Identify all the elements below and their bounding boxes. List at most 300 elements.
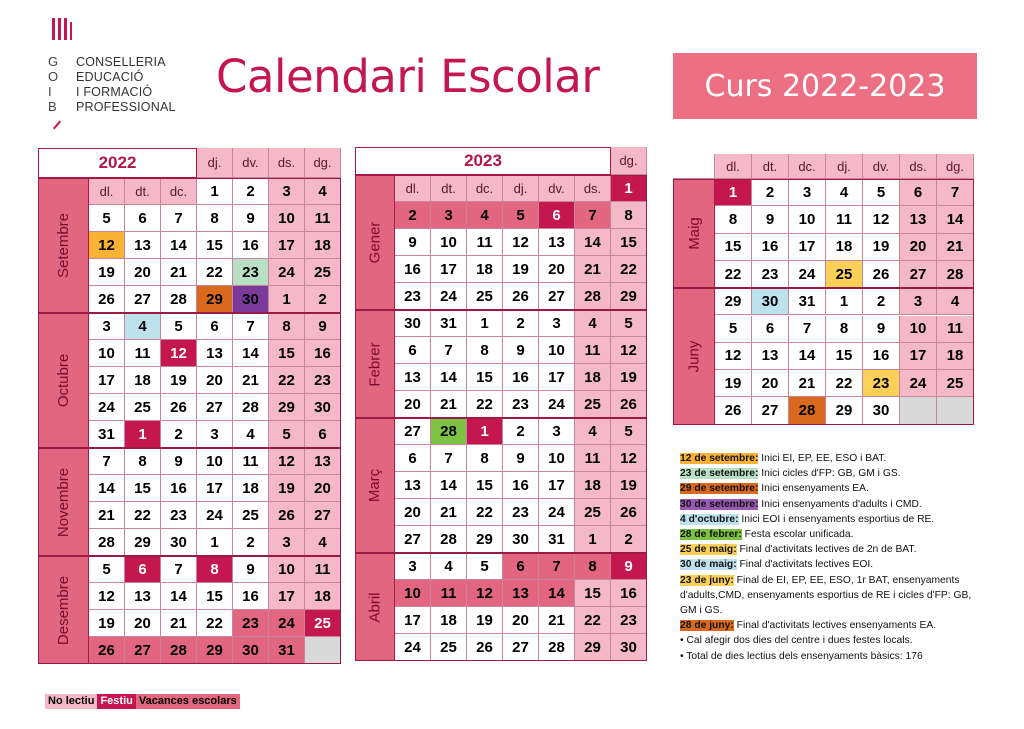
calendar-day: 28 <box>431 526 467 553</box>
calendar-day: 4 <box>125 313 161 340</box>
calendar-day: 16 <box>233 232 269 259</box>
calendar-day: 18 <box>826 234 863 261</box>
calendar-day: 20 <box>125 259 161 286</box>
note-date: 28 de febrer: <box>680 529 742 541</box>
calendar-day: 12 <box>467 580 503 607</box>
month-label <box>38 313 89 448</box>
calendar-day: 25 <box>937 370 974 397</box>
calendar-day: 7 <box>575 202 611 229</box>
calendar-day: 5 <box>863 179 900 206</box>
calendar-day: 17 <box>789 234 826 261</box>
calendar-day: 6 <box>503 553 539 580</box>
month-label <box>38 178 89 313</box>
calendar-day: 2 <box>503 310 539 337</box>
calendar-day: 15 <box>467 364 503 391</box>
calendar-day: 20 <box>752 370 789 397</box>
calendar-day: 11 <box>937 316 974 343</box>
weekday-header: ds. <box>900 154 937 179</box>
calendar-day: 25 <box>305 259 341 286</box>
calendar-day: 16 <box>611 580 647 607</box>
calendar-day: 27 <box>395 418 431 445</box>
note-item <box>680 466 980 481</box>
calendar-day: 6 <box>752 316 789 343</box>
note-bullet: • Total de dies lectius dels ensenyaments bàsics: 176 <box>680 650 923 662</box>
calendar-day: 18 <box>575 472 611 499</box>
note-date: 25 de maig: <box>680 544 737 556</box>
calendar-day: 20 <box>900 234 937 261</box>
calendar-day: 25 <box>467 283 503 310</box>
calendar-day: 17 <box>269 232 305 259</box>
calendar-day: 13 <box>197 340 233 367</box>
calendar-day: 25 <box>575 391 611 418</box>
logo-letter: B <box>48 99 57 114</box>
calendar-day: 11 <box>575 445 611 472</box>
calendar-day: 21 <box>161 259 197 286</box>
calendar-day: 18 <box>125 367 161 394</box>
calendar-day: 11 <box>431 580 467 607</box>
calendar-day: 7 <box>539 553 575 580</box>
calendar-day: 2 <box>752 179 789 206</box>
calendar-day: 14 <box>539 580 575 607</box>
calendar-day: 11 <box>575 337 611 364</box>
calendar-day: 13 <box>395 364 431 391</box>
note-item <box>680 481 980 496</box>
calendar-day: 1 <box>826 288 863 315</box>
weekday-header: dl. <box>715 154 752 179</box>
calendar-day: 22 <box>269 367 305 394</box>
calendar-day: 5 <box>269 421 305 448</box>
calendar-day: 28 <box>431 418 467 445</box>
calendar-day: 5 <box>611 310 647 337</box>
calendar-day: 15 <box>611 229 647 256</box>
calendar-day: 23 <box>752 261 789 288</box>
note-text: Inici EI, EP, EE, ESO i BAT. <box>758 453 887 464</box>
weekday-header: dt. <box>125 178 161 205</box>
calendar-day: 4 <box>233 421 269 448</box>
calendar-day: 28 <box>937 261 974 288</box>
goib-logo <box>48 18 208 133</box>
calendar-day: 15 <box>125 475 161 502</box>
calendar-day: 1 <box>197 178 233 205</box>
calendar-day: 20 <box>125 610 161 637</box>
logo-slash <box>53 121 61 130</box>
calendar-day: 11 <box>305 205 341 232</box>
calendar-day: 8 <box>125 448 161 475</box>
calendar-day: 20 <box>503 607 539 634</box>
note-item <box>680 573 980 619</box>
calendar-day: 24 <box>431 283 467 310</box>
calendar-day: 11 <box>233 448 269 475</box>
calendar-day: 2 <box>611 526 647 553</box>
calendar-day: 24 <box>539 499 575 526</box>
calendar-day: 1 <box>467 310 503 337</box>
note-item <box>680 512 980 527</box>
calendar-day: 15 <box>826 343 863 370</box>
calendar-day: 30 <box>395 310 431 337</box>
calendar-day: 8 <box>467 445 503 472</box>
calendar-day: 1 <box>575 526 611 553</box>
calendar-day: 21 <box>161 610 197 637</box>
calendar-day: 10 <box>789 206 826 233</box>
calendar-day: 13 <box>125 583 161 610</box>
calendar-day: 19 <box>269 475 305 502</box>
calendar-day: 16 <box>161 475 197 502</box>
calendar-day: 28 <box>575 283 611 310</box>
calendar-day: 4 <box>467 202 503 229</box>
calendar-day: 12 <box>611 337 647 364</box>
calendar-day: 22 <box>125 502 161 529</box>
logo-letter: O <box>48 69 59 84</box>
calendar-day: 15 <box>575 580 611 607</box>
calendar-day: 13 <box>395 472 431 499</box>
note-text: Inici ensenyaments d'adults i CMD. <box>758 498 922 510</box>
month-name: Gener <box>366 221 384 264</box>
logo-mark-bar <box>52 18 55 40</box>
calendar-day: 15 <box>269 340 305 367</box>
calendar-day: 6 <box>539 202 575 229</box>
calendar-day: 1 <box>611 175 647 202</box>
calendar-day: 13 <box>503 580 539 607</box>
note-date: 30 de setembre: <box>680 498 759 510</box>
calendar-day: 2 <box>305 286 341 313</box>
month-label <box>355 175 395 310</box>
note-date: 28 de juny: <box>680 620 734 632</box>
calendar-day: 22 <box>715 261 752 288</box>
calendar-day: 28 <box>233 394 269 421</box>
weekday-header: dg. <box>937 154 974 179</box>
calendar-day: 5 <box>161 313 197 340</box>
legend-item: Festiu <box>97 694 135 709</box>
year-header: 2022 <box>38 148 197 178</box>
calendar-day: 12 <box>503 229 539 256</box>
calendar-day: 30 <box>161 529 197 556</box>
calendar-day: 23 <box>233 610 269 637</box>
note-text: Final de EI, EP, EE, ESO, 1r BAT, ensenyaments d'adults,CMD, ensenyaments esportius de RE i cicles d'FP: GB, GM i GS. <box>680 574 972 617</box>
calendar-day: 14 <box>161 232 197 259</box>
calendar-day: 13 <box>752 343 789 370</box>
calendar-day: 24 <box>89 394 125 421</box>
calendar-day: 19 <box>611 472 647 499</box>
calendar-day: 23 <box>161 502 197 529</box>
logo-line: CONSELLERIA <box>76 55 166 69</box>
calendar-day: 26 <box>269 502 305 529</box>
calendar-day: 25 <box>125 394 161 421</box>
logo-line: PROFESSIONAL <box>76 100 176 114</box>
calendar-day: 10 <box>431 229 467 256</box>
weekday-header: dl. <box>395 175 431 202</box>
calendar-day: 7 <box>789 316 826 343</box>
calendar-day: 29 <box>197 637 233 664</box>
calendar-day: 31 <box>539 526 575 553</box>
calendar-day: 21 <box>89 502 125 529</box>
calendar-day: 21 <box>233 367 269 394</box>
calendar-day: 27 <box>395 526 431 553</box>
calendar-day: 8 <box>269 313 305 340</box>
calendar-day: 21 <box>431 391 467 418</box>
calendar-day: 6 <box>125 205 161 232</box>
calendar-day: 23 <box>305 367 341 394</box>
calendar-day: 10 <box>269 205 305 232</box>
note-text: Final d'activitats lectives EOI. <box>736 559 874 571</box>
calendar-day: 2 <box>161 421 197 448</box>
logo-letter: I <box>48 84 52 99</box>
month-name: Maig <box>685 217 703 250</box>
calendar-day: 18 <box>467 256 503 283</box>
calendar-day: 21 <box>575 256 611 283</box>
calendar-day: 11 <box>305 556 341 583</box>
calendar-day: 4 <box>305 178 341 205</box>
calendar-day: 22 <box>467 391 503 418</box>
calendar-day: 7 <box>89 448 125 475</box>
calendar-day: 14 <box>233 340 269 367</box>
calendar-day: 17 <box>269 583 305 610</box>
calendar-day: 12 <box>161 340 197 367</box>
calendar-day: 16 <box>233 583 269 610</box>
calendar-day: 16 <box>503 364 539 391</box>
calendar-day: 29 <box>611 283 647 310</box>
calendar-day: 20 <box>539 256 575 283</box>
calendar-day: 15 <box>197 232 233 259</box>
calendar-day: 24 <box>269 610 305 637</box>
calendar-day: 8 <box>197 556 233 583</box>
header-corner <box>673 154 715 179</box>
calendar-day: 9 <box>305 313 341 340</box>
calendar-day: 13 <box>305 448 341 475</box>
calendar-day: 15 <box>197 583 233 610</box>
note-date: 12 de setembre: <box>680 453 759 464</box>
calendar-day: 1 <box>197 529 233 556</box>
calendar-day: 12 <box>611 445 647 472</box>
month-name: Febrer <box>366 341 384 387</box>
calendar-day: 3 <box>539 418 575 445</box>
legend <box>45 694 240 709</box>
calendar-day: 31 <box>789 288 826 315</box>
calendar-day: 11 <box>826 206 863 233</box>
calendar-day: 2 <box>503 418 539 445</box>
calendar-day: 22 <box>467 499 503 526</box>
calendar-day: 16 <box>752 234 789 261</box>
calendar-day: 17 <box>197 475 233 502</box>
calendar-day: 9 <box>395 229 431 256</box>
legend-item: No lectiu <box>45 694 97 709</box>
calendar-day: 3 <box>789 179 826 206</box>
calendar-day: 9 <box>611 553 647 580</box>
calendar-day: 5 <box>89 556 125 583</box>
note-text: Inici EOI i ensenyaments esportius de RE. <box>738 513 935 525</box>
calendar-day: 21 <box>431 499 467 526</box>
calendar-day: 18 <box>305 583 341 610</box>
calendar-day: 4 <box>826 179 863 206</box>
calendar-day: 19 <box>161 367 197 394</box>
weekday-header: ds. <box>575 175 611 202</box>
calendar-day: 30 <box>233 286 269 313</box>
calendar-day: 25 <box>305 610 341 637</box>
calendar-day: 24 <box>789 261 826 288</box>
calendar-day: 16 <box>395 256 431 283</box>
calendar-day: 4 <box>575 418 611 445</box>
calendar-day: 29 <box>269 394 305 421</box>
course-badge: Curs 2022-2023 <box>673 53 977 119</box>
calendar-day: 9 <box>863 316 900 343</box>
calendar-day: 9 <box>233 556 269 583</box>
calendar-day: 1 <box>269 286 305 313</box>
calendar-day: 16 <box>503 472 539 499</box>
calendar-day: 12 <box>863 206 900 233</box>
calendar-day: 22 <box>826 370 863 397</box>
calendar-day <box>900 397 937 424</box>
calendar-day: 26 <box>89 286 125 313</box>
calendar-day: 6 <box>125 556 161 583</box>
calendar-day: 26 <box>863 261 900 288</box>
calendar-day: 26 <box>161 394 197 421</box>
weekday-header: ds. <box>269 148 305 178</box>
calendar-day: 9 <box>161 448 197 475</box>
calendar-day: 28 <box>789 397 826 424</box>
calendar-day: 26 <box>467 634 503 661</box>
calendar-day: 5 <box>715 316 752 343</box>
calendar-day: 24 <box>395 634 431 661</box>
calendar-day: 22 <box>575 607 611 634</box>
calendar-day: 24 <box>197 502 233 529</box>
month-label <box>355 418 395 553</box>
month-name: Novembre <box>55 467 73 537</box>
calendar-day: 18 <box>937 343 974 370</box>
calendar-day: 7 <box>431 337 467 364</box>
weekday-header: dj. <box>197 148 233 178</box>
calendar-day: 30 <box>863 397 900 424</box>
calendar-day: 19 <box>715 370 752 397</box>
calendar-day: 16 <box>863 343 900 370</box>
page-title: Calendari Escolar <box>216 50 600 103</box>
calendar-day: 23 <box>395 283 431 310</box>
calendar-day: 3 <box>197 421 233 448</box>
calendar-day: 31 <box>89 421 125 448</box>
month-name: Octubre <box>55 353 73 408</box>
weekday-header: dj. <box>503 175 539 202</box>
calendar-day: 8 <box>197 205 233 232</box>
weekday-header: dc. <box>789 154 826 179</box>
calendar-day: 5 <box>611 418 647 445</box>
logo-mark-bar <box>64 18 67 40</box>
calendar-day: 13 <box>900 206 937 233</box>
notes-list <box>680 451 980 664</box>
calendar-day: 27 <box>752 397 789 424</box>
calendar-day: 7 <box>161 205 197 232</box>
calendar-day: 5 <box>503 202 539 229</box>
month-label <box>673 288 715 425</box>
logo-mark-bar <box>58 18 61 40</box>
calendar-day: 9 <box>503 337 539 364</box>
calendar-day: 23 <box>611 607 647 634</box>
calendar-day: 30 <box>305 394 341 421</box>
calendar-day: 17 <box>431 256 467 283</box>
calendar-day: 7 <box>431 445 467 472</box>
calendar-day: 12 <box>89 583 125 610</box>
weekday-header: dv. <box>539 175 575 202</box>
calendar-day: 19 <box>467 607 503 634</box>
calendar-day: 9 <box>233 205 269 232</box>
calendar-day: 14 <box>937 206 974 233</box>
weekday-header: dt. <box>752 154 789 179</box>
calendar-day: 10 <box>89 340 125 367</box>
calendar-day: 27 <box>539 283 575 310</box>
month-name: Setembre <box>55 212 73 279</box>
calendar-day: 8 <box>611 202 647 229</box>
note-date: 23 de setembre: <box>680 468 759 480</box>
note-date: 23 de juny: <box>680 574 734 586</box>
calendar-day: 2 <box>395 202 431 229</box>
note-text: Festa escolar unificada. <box>741 529 854 541</box>
calendar-day: 22 <box>197 259 233 286</box>
weekday-header: dc. <box>467 175 503 202</box>
calendar-day: 19 <box>89 259 125 286</box>
calendar-day: 20 <box>305 475 341 502</box>
calendar-day: 29 <box>715 288 752 315</box>
month-label <box>355 553 395 661</box>
calendar-day: 3 <box>900 288 937 315</box>
calendar-day: 21 <box>539 607 575 634</box>
calendar-day: 3 <box>269 529 305 556</box>
calendar-day: 21 <box>937 234 974 261</box>
calendar-day: 19 <box>863 234 900 261</box>
calendar-day: 1 <box>715 179 752 206</box>
calendar-day: 14 <box>431 472 467 499</box>
calendar-day: 29 <box>575 634 611 661</box>
calendar-day: 7 <box>937 179 974 206</box>
note-text: Inici ensenyaments EA. <box>758 483 869 495</box>
calendar-day: 14 <box>89 475 125 502</box>
calendar-day: 8 <box>715 206 752 233</box>
month-name: Juny <box>685 340 703 373</box>
calendar-day: 28 <box>161 286 197 313</box>
calendar-day: 6 <box>900 179 937 206</box>
calendar-day: 18 <box>305 232 341 259</box>
calendar-day: 22 <box>197 610 233 637</box>
month-label <box>38 448 89 556</box>
calendar-day <box>937 397 974 424</box>
calendar-day: 30 <box>503 526 539 553</box>
calendar-day: 4 <box>431 553 467 580</box>
calendar-day: 8 <box>826 316 863 343</box>
calendar-day: 5 <box>89 205 125 232</box>
note-text: Final d'activitats lectives de 2n de BAT. <box>736 544 917 556</box>
note-item <box>680 451 980 466</box>
logo-letter: G <box>48 54 59 69</box>
calendar-day: 3 <box>431 202 467 229</box>
calendar-day: 15 <box>715 234 752 261</box>
calendar-day: 4 <box>937 288 974 315</box>
weekday-header: dc. <box>161 178 197 205</box>
month-label <box>673 179 715 288</box>
calendar-day: 27 <box>197 394 233 421</box>
calendar-day: 29 <box>125 529 161 556</box>
calendar-day: 17 <box>395 607 431 634</box>
calendar-day: 12 <box>89 232 125 259</box>
calendar-day: 15 <box>467 472 503 499</box>
calendar-day: 19 <box>89 610 125 637</box>
calendar-day: 26 <box>715 397 752 424</box>
calendar-day: 25 <box>826 261 863 288</box>
note-date: 30 de maig: <box>680 559 737 571</box>
calendar-day: 10 <box>269 556 305 583</box>
month-name: Març <box>366 468 384 503</box>
calendar-day: 9 <box>503 445 539 472</box>
calendar-day: 27 <box>125 286 161 313</box>
calendar-day: 3 <box>89 313 125 340</box>
calendar-day: 10 <box>395 580 431 607</box>
calendar-day: 23 <box>863 370 900 397</box>
logo-line: I FORMACIÓ <box>76 85 153 99</box>
